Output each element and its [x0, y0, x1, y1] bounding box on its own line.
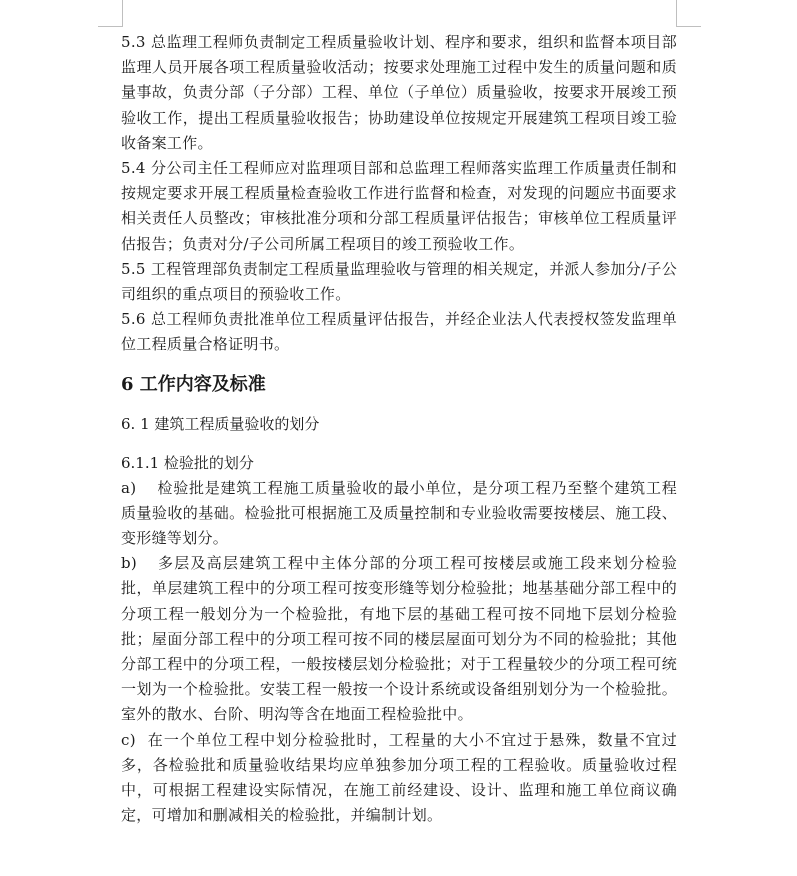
paragraph-5-6: 5.6 总工程师负责批准单位工程质量评估报告，并经企业法人代表授权签发监理单位工程质量合格证明书。: [121, 310, 677, 354]
document-page: [121, 30, 677, 828]
paragraph-5-4: 5.4 分公司主任工程师应对监理项目部和总监理工程师落实监理工作质量责任制和按规定要求开展工程质量检查验收工作进行监督和检查，对发现的问题应书面要求相关责任人员整改；审核批准分项和分部工程质量评估报告；审核单位工程质量评估报告；负责对分/子公司所属工程项目的竣工预验收工作。: [121, 159, 677, 253]
list-marker: b): [121, 554, 138, 573]
section-heading: 6 工作内容及标准: [121, 373, 266, 395]
list-marker: c): [121, 730, 136, 749]
list-marker: a): [121, 478, 137, 497]
crop-mark-left: [98, 0, 123, 27]
list-item-a: [121, 476, 677, 552]
paragraph-5-3: 5.3 总监理工程师负责制定工程质量验收计划、程序和要求，组织和监督本项目部监理人员开展各项工程质量验收活动；按要求处理施工过程中发生的质量问题和质量事故，负责分部（子分部）工程、单位（子单位）质量验收，按要求开展竣工预验收工作，提出工程质量验收报告；协助建设单位按规定开展建筑工程项目竣工验收备案工作。: [121, 33, 677, 152]
list-item-text: 在一个单位工程中划分检验批时，工程量的大小不宜过于悬殊，数量不宜过多，各检验批和质量验收结果均应单独参加分项工程的工程验收。质量验收过程中，可根据工程建设实际情况，在施工前经建设、设计、监理和施工单位商议确定，可增加和删减相关的检验批，并编制计划。: [121, 730, 677, 825]
subheading-6-1-1: 6.1.1 检验批的划分: [121, 453, 254, 472]
list-item-text: 多层及高层建筑工程中主体分部的分项工程可按楼层或施工段来划分检验批，单层建筑工程中的分项工程可按变形缝等划分检验批；地基基础分部工程中的分项工程一般划分为一个检验批，有地下层的基础工程可按不同地下层划分检验批；屋面分部工程中的分项工程可按不同的楼层屋面可划分为不同的检验批；其他分部工程中的分项工程，一般按楼层划分检验批；对于工程量较少的分项工程可统一划为一个检验批。安装工程一般按一个设计系统或设备组别划分为一个检验批。室外的散水、台阶、明沟等含在地面工程检验批中。: [121, 554, 677, 724]
list-item-b: [121, 551, 677, 727]
list-item-c: [121, 728, 677, 829]
subheading-6-1: 6. 1 建筑工程质量验收的划分: [121, 414, 320, 433]
paragraph-5-5: 5.5 工程管理部负责制定工程质量监理验收与管理的相关规定，并派人参加分/子公司组织的重点项目的预验收工作。: [121, 259, 677, 304]
crop-mark-right: [676, 0, 701, 27]
list-item-text: 检验批是建筑工程施工质量验收的最小单位，是分项工程乃至整个建筑工程质量验收的基础。检验批可根据施工及质量控制和专业验收需要按楼层、施工段、变形缝等划分。: [121, 478, 677, 548]
